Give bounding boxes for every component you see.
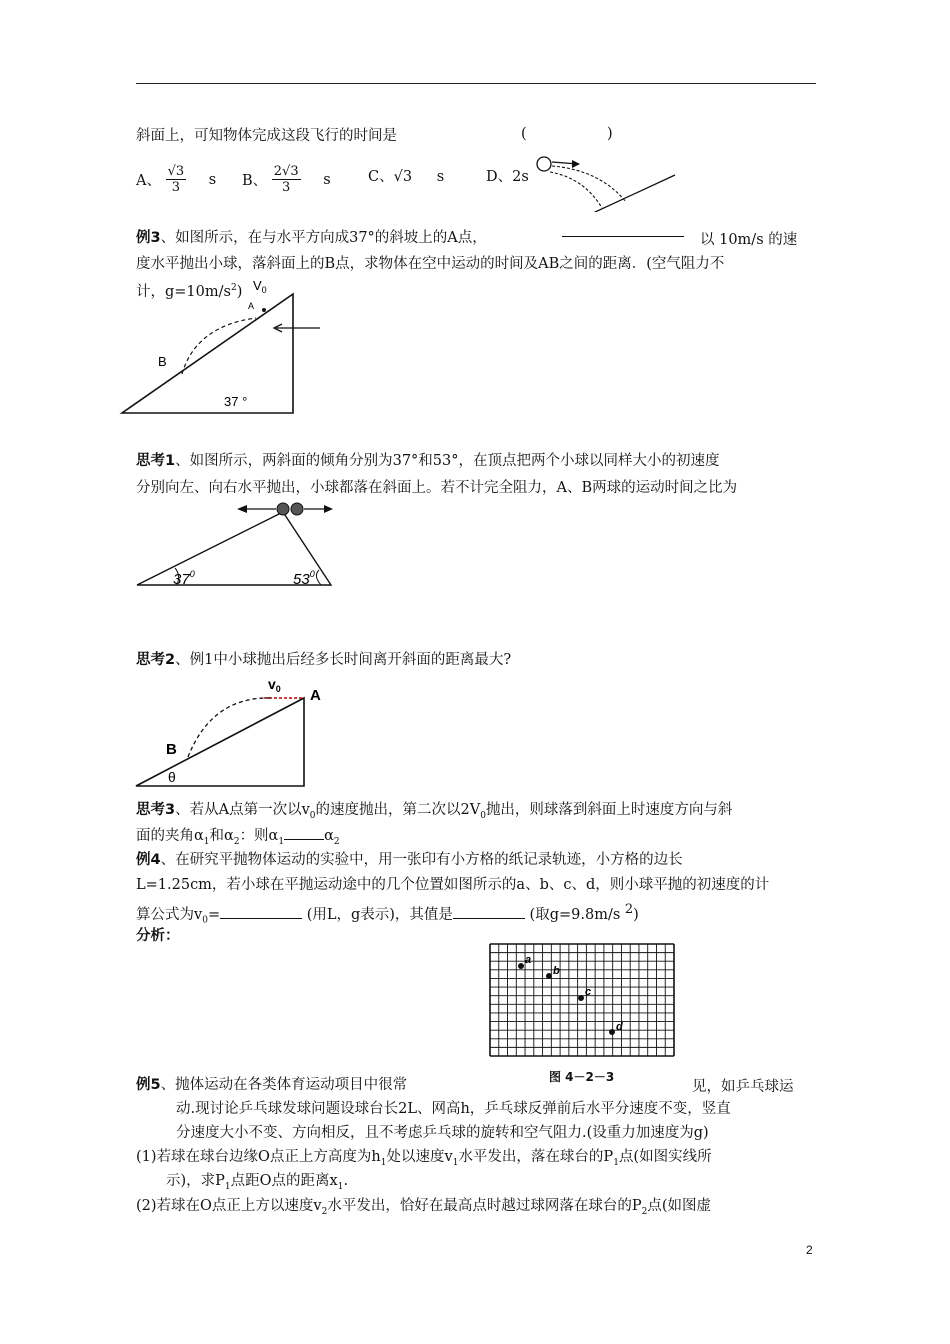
option-a: A、 $\frac{√3}{3}$ s bbox=[136, 164, 217, 195]
option-c: C、√3 s bbox=[368, 169, 445, 185]
point-a-dot bbox=[262, 308, 266, 312]
example5-line1: 例5、抛体运动在各类体育运动项目中很常 bbox=[136, 1077, 408, 1093]
example4-line2: L=1.25cm，若小球在平抛运动途中的几个位置如图所示的a、b、c、d，则小球平抛的初速度的计 bbox=[136, 877, 770, 893]
point-d-label: d bbox=[616, 1021, 623, 1033]
option-b: B、 $\frac{2√3}{3}$ s bbox=[242, 164, 331, 195]
v0-label: $V_0$ bbox=[253, 278, 267, 295]
ball-right-icon bbox=[291, 503, 303, 515]
v0-value-blank[interactable] bbox=[453, 904, 525, 919]
example3-line1-end: 以 10m/s 的速 bbox=[700, 232, 798, 248]
point-c-dot bbox=[578, 995, 584, 1001]
example3-figure bbox=[118, 276, 328, 416]
point-c-label: c bbox=[585, 986, 592, 998]
think1-line2: 分别向左、向右水平抛出，小球都落在斜面上。若不计完全阻力，A、B两球的运动时间之比为 bbox=[136, 480, 738, 496]
theta-label: θ bbox=[168, 769, 176, 785]
incline-triangle bbox=[136, 698, 304, 786]
option-b-fraction: $\frac{2√3}{3}$ bbox=[273, 164, 299, 195]
example3-line2: 度水平抛出小球，落斜面上的B点，求物体在空中运动的时间及AB之间的距离．(空气阻力不 bbox=[136, 256, 725, 272]
trajectory-dashed-2 bbox=[550, 172, 602, 208]
example5-line2: 动.现讨论乒乓球发球问题设球台长2L、网高h，乒乓球反弹前后水平分速度不变，竖直 bbox=[176, 1101, 731, 1117]
analysis-label: 分析： bbox=[136, 928, 180, 944]
point-a-label: a bbox=[525, 954, 532, 966]
arrowhead-icon bbox=[237, 505, 247, 513]
option-d: D、2s bbox=[486, 169, 529, 185]
example5-line1-end: 见，如乒乓球运 bbox=[692, 1079, 794, 1095]
trajectory-dashed bbox=[188, 698, 272, 757]
think3-line2: 面的夹角$\alpha_1$和$\alpha_2$：则$\alpha_1$ $\alpha_2$ bbox=[136, 825, 816, 852]
grid-figure bbox=[488, 942, 676, 1060]
right-angle-label: $53^0$ bbox=[293, 569, 315, 588]
example4-line1: 例4、在研究平抛物体运动的实验中，用一张印有小方格的纸记录轨迹，小方格的边长 bbox=[136, 852, 683, 868]
ball-left-icon bbox=[277, 503, 289, 515]
answer-paren-close: ) bbox=[607, 126, 613, 142]
point-b-dot bbox=[546, 973, 552, 979]
ball-icon bbox=[537, 157, 551, 171]
option-a-fraction: $\frac{√3}{3}$ bbox=[167, 164, 185, 195]
think3-line1: 思考3、若从A点第一次以$v_0$的速度抛出，第二次以$2V_0$抛出，则球落到斜面上时速度方向与斜 bbox=[136, 802, 733, 821]
think2-figure bbox=[132, 674, 332, 790]
point-d-dot bbox=[609, 1029, 615, 1035]
figure-caption: 图 4－2－3 bbox=[549, 1070, 615, 1084]
arrowhead-icon bbox=[572, 160, 580, 168]
example3-blank-line bbox=[562, 236, 684, 237]
point-b-label: B bbox=[166, 741, 177, 758]
example5-part2-line1: (2)若球在O点正上方以速度$v_2$水平发出，恰好在最高点时越过球网落在球台的$P_2$点(如图虚 bbox=[136, 1198, 712, 1217]
right-angle-arc bbox=[316, 570, 321, 585]
slope-ball-figure bbox=[530, 150, 680, 212]
example5-part1-line2: 示)，求$P_1$点距O点的距离$x_1$. bbox=[166, 1173, 349, 1192]
example3-line3: 计，$g=10m/s^2$) bbox=[136, 283, 243, 300]
arrowhead-icon bbox=[324, 505, 333, 513]
question-intro: 斜面上，可知物体完成这段飞行的时间是 bbox=[136, 128, 397, 144]
trajectory-dashed-1 bbox=[552, 166, 626, 202]
think2-line1: 思考2、例1中小球抛出后经多长时间离开斜面的距离最大? bbox=[136, 652, 512, 668]
point-a-label: A bbox=[248, 301, 255, 311]
slope-line bbox=[552, 175, 675, 212]
page-number: 2 bbox=[806, 1243, 813, 1257]
answer-paren-open: ( bbox=[521, 126, 527, 142]
v0-formula-blank[interactable] bbox=[220, 904, 302, 919]
example4-line3: 算公式为$v_0=$ (用L，g表示)，其值是 (取g=9.8m/s $^2$) bbox=[136, 902, 639, 926]
example3-line1: 例3、如图所示，在与水平方向成37°的斜坡上的A点， bbox=[136, 230, 487, 246]
think1-line1: 思考1、如图所示，两斜面的倾角分别为37°和53°，在顶点把两个小球以同样大小的初速度 bbox=[136, 453, 720, 469]
point-a-label: A bbox=[310, 687, 321, 704]
v0-label: $v_0$ bbox=[268, 676, 281, 694]
point-b-label: b bbox=[553, 965, 560, 977]
point-a-dot bbox=[518, 963, 524, 969]
point-b-label: B bbox=[158, 354, 167, 369]
example5-line3: 分速度大小不变、方向相反，且不考虑乒乓球的旋转和空气阻力.(设重力加速度为g) bbox=[176, 1125, 709, 1141]
example5-part1-line1: (1)若球在球台边缘O点正上方高度为$h_1$处以速度$v_1$水平发出，落在球台的$P_1$点(如图实线所 bbox=[136, 1149, 712, 1168]
think3-answer-blank[interactable] bbox=[284, 825, 324, 840]
header-rule bbox=[136, 83, 816, 84]
angle-label: 37 ° bbox=[224, 394, 248, 409]
incline-triangle bbox=[122, 294, 293, 413]
think1-figure bbox=[133, 496, 338, 592]
left-angle-label: $37^0$ bbox=[173, 569, 195, 588]
